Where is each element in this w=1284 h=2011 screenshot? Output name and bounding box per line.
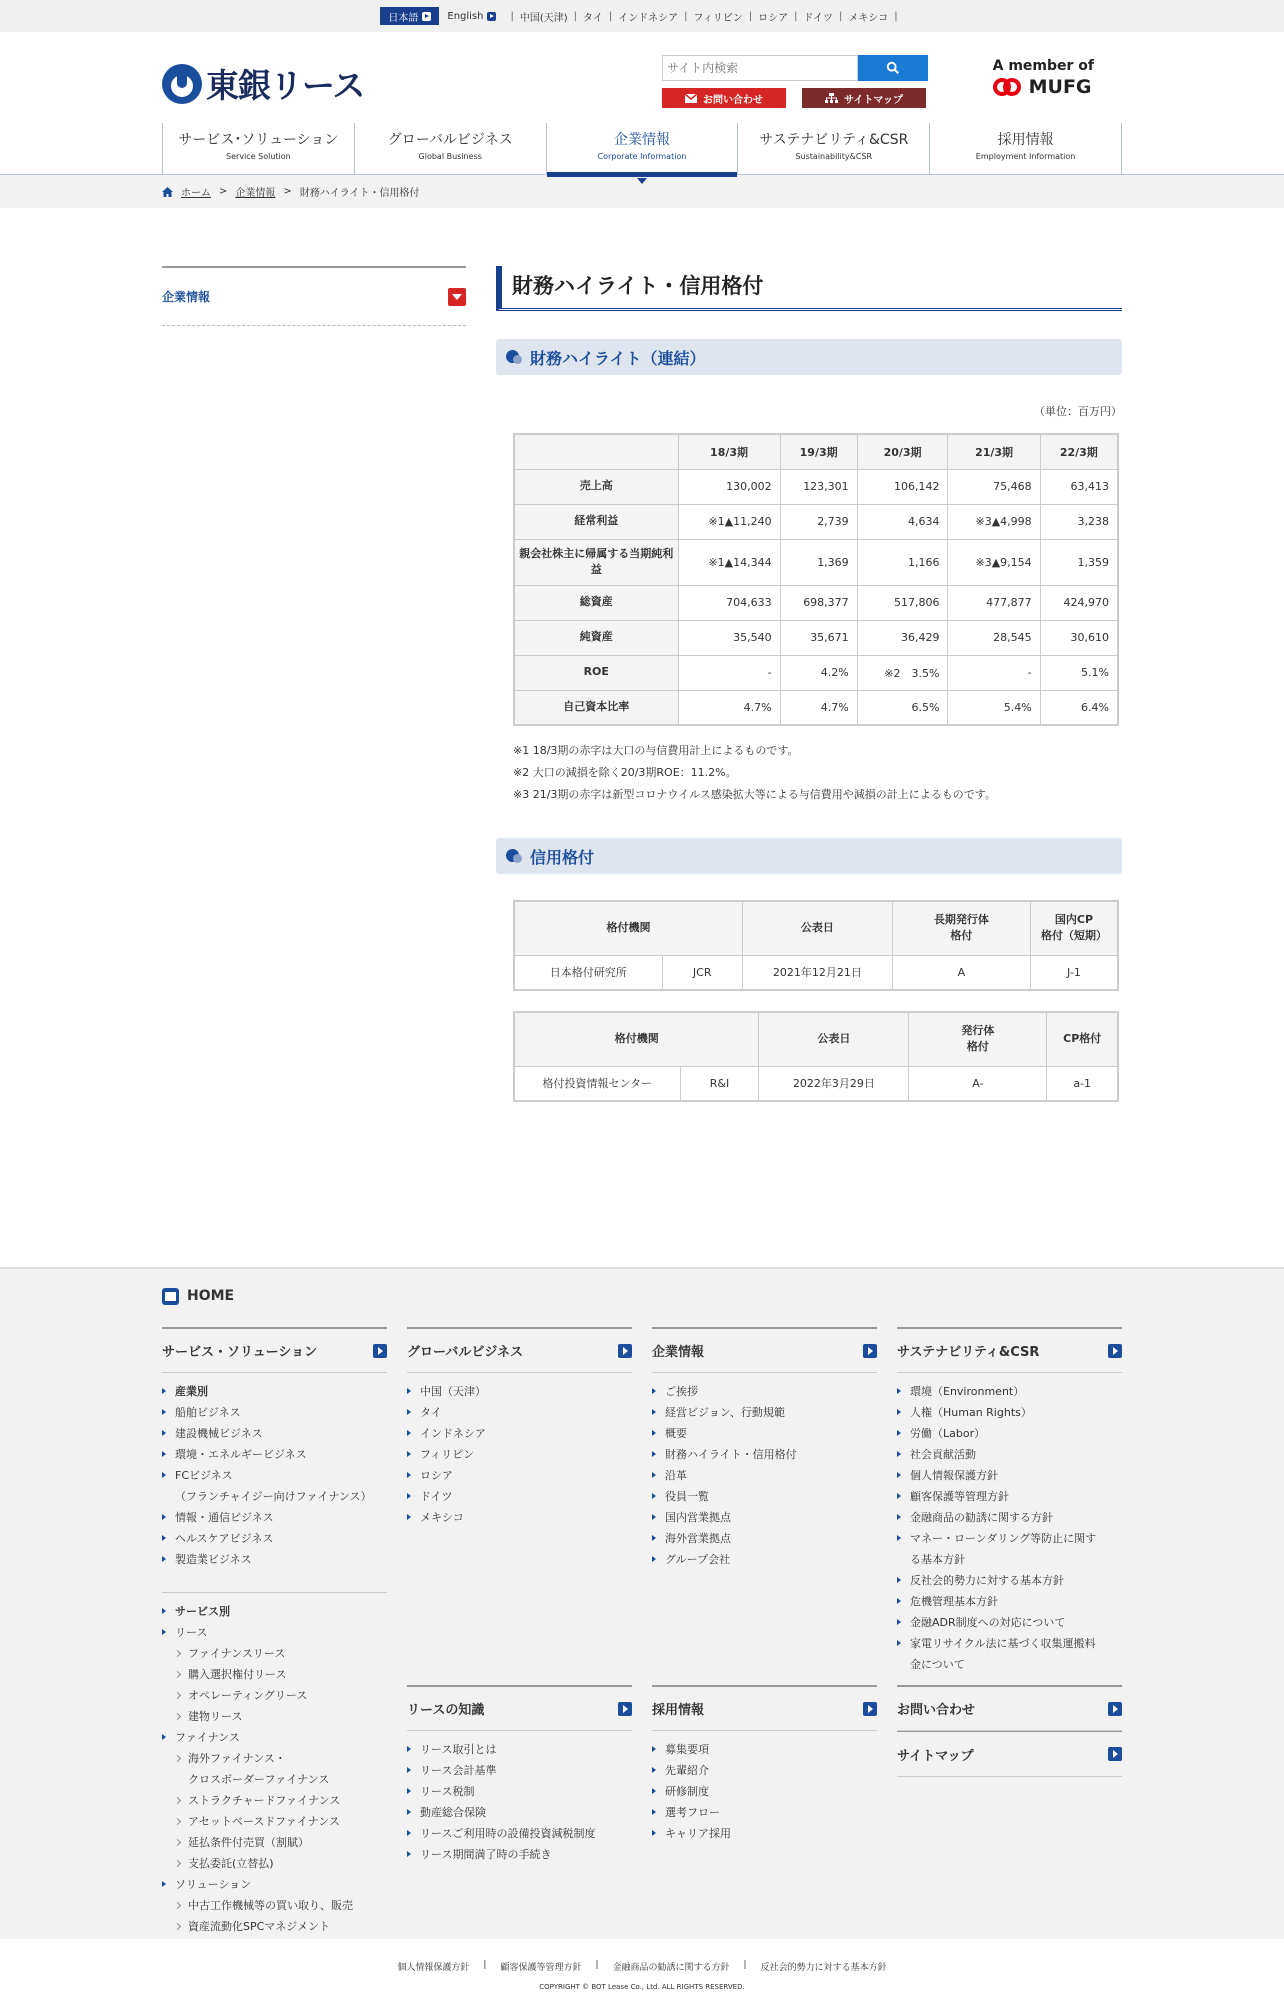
nav-label-en: Global Business <box>418 152 482 161</box>
nav-label-jp: サステナビリティ&CSR <box>759 132 909 148</box>
site-logo[interactable] <box>162 60 364 107</box>
footer-link[interactable]: リースご利用時の設備投資減税制度 <box>407 1823 632 1844</box>
footer-link[interactable]: ファイナンスリース <box>162 1643 387 1664</box>
table-header-row <box>514 1012 1118 1066</box>
footnote: ※1 18/3期の赤字は大口の与信費用計上によるものです。 <box>513 744 799 757</box>
breadcrumb-home-link[interactable]: ホーム <box>181 188 211 199</box>
table-cell: - <box>678 655 780 690</box>
footer-heading-label: サービス・ソリューション <box>162 1345 318 1360</box>
table-cell: 5.4% <box>948 690 1040 725</box>
column-header: 国内CP 格付（短期） <box>1030 901 1118 955</box>
arrow-right-icon <box>1108 1702 1122 1716</box>
footer-heading-label: リースの知識 <box>407 1703 485 1718</box>
table-corner-cell <box>514 434 678 469</box>
column-header: 長期発行体 格付 <box>892 901 1030 955</box>
footer-link-privacy[interactable]: 個人情報保護方針 <box>397 1962 470 1973</box>
footer-column-global <box>407 1327 632 1943</box>
site-search <box>662 55 928 81</box>
table-cell: 3,238 <box>1040 504 1118 539</box>
footer-heading-label: サイトマップ <box>897 1748 974 1764</box>
home-icon <box>162 187 173 197</box>
footer-home-link[interactable] <box>162 1286 1122 1306</box>
nav-label-en: Sustainability&CSR <box>795 152 873 161</box>
table-cell: 35,671 <box>780 620 857 655</box>
mufg-logo-icon <box>993 76 1023 98</box>
footer-link[interactable]: 建設機械ビジネス <box>162 1423 387 1444</box>
footer-link[interactable]: 顧客保護等管理方針 <box>897 1486 1122 1507</box>
unit-note: （単位：百万円） <box>1034 405 1122 418</box>
table-cell: 2022年3月29日 <box>759 1066 909 1101</box>
table-row <box>514 585 1118 620</box>
footer-link[interactable]: ロシア <box>407 1465 632 1486</box>
table-cell: 6.4% <box>1040 690 1118 725</box>
row-header: 売上高 <box>514 469 678 504</box>
nav-label-jp: サービス･ソリューション <box>178 132 339 148</box>
footer-link[interactable]: 危機管理基本方針 <box>897 1591 1122 1612</box>
arrow-right-icon <box>373 1344 387 1358</box>
rating-table-ri <box>513 1011 1119 1102</box>
section-heading-rating <box>496 838 1122 874</box>
row-header: 親会社株主に帰属する当期純利益 <box>514 539 678 585</box>
column-header: CP格付 <box>1047 1012 1118 1066</box>
table-cell: A- <box>909 1066 1047 1101</box>
arrow-right-icon <box>863 1702 877 1716</box>
table-row <box>514 504 1118 539</box>
column-header: 18/3期 <box>678 434 780 469</box>
footer-link[interactable]: フィリピン <box>407 1444 632 1465</box>
table-cell: 4.2% <box>780 655 857 690</box>
table-cell: 1,166 <box>857 539 948 585</box>
footer-link[interactable]: 概要 <box>652 1423 877 1444</box>
search-icon <box>886 61 900 75</box>
sidebar <box>162 266 466 1267</box>
footer-link[interactable]: リース会計基準 <box>407 1760 632 1781</box>
footer-link[interactable]: 建物リース <box>162 1706 387 1727</box>
footer-link[interactable]: リース税制 <box>407 1781 632 1802</box>
row-header: ROE <box>514 655 678 690</box>
table-cell: 704,633 <box>678 585 780 620</box>
section-heading-financial <box>496 339 1122 375</box>
footer-link[interactable]: リース期間満了時の手続き <box>407 1844 632 1865</box>
footer-link[interactable]: 国内営業拠点 <box>652 1507 877 1528</box>
footer-link[interactable]: 財務ハイライト・信用格付 <box>652 1444 877 1465</box>
nav-label-jp: 企業情報 <box>613 132 670 148</box>
footer-link[interactable]: リース取引とは <box>407 1739 632 1760</box>
footer-link[interactable]: クロスボーダーファイナンス <box>188 1773 330 1786</box>
bullet-icon <box>506 849 524 863</box>
search-input[interactable] <box>662 55 858 81</box>
site-header <box>0 32 1284 175</box>
table-cell: 格付投資情報センター <box>514 1066 680 1101</box>
table-cell: ※1▲14,344 <box>678 539 780 585</box>
footer-link[interactable]: 産業別 <box>162 1381 387 1402</box>
table-cell: 4.7% <box>780 690 857 725</box>
lang-japanese-label: 日本語 <box>388 12 419 24</box>
mufg-member-text: A member of <box>992 58 1094 74</box>
footer-column-service <box>162 1327 387 1943</box>
mufg-badge <box>993 58 1094 98</box>
footer-heading-service[interactable] <box>162 1327 387 1373</box>
table-cell: 35,540 <box>678 620 780 655</box>
footer-link[interactable]: 研修制度 <box>652 1781 877 1802</box>
column-header: 20/3期 <box>857 434 948 469</box>
table-cell: 130,002 <box>678 469 780 504</box>
country-link-china[interactable]: 中国(天津) <box>519 12 568 24</box>
footnote: ※3 21/3期の赤字は新型コロナウイルス感染拡大等による与信費用や減損の計上によるものです。 <box>513 788 996 801</box>
footer-link[interactable]: 金融ADR制度への対応について <box>897 1612 1122 1633</box>
row-header: 経常利益 <box>514 504 678 539</box>
footer-heading-recruit[interactable] <box>652 1685 877 1731</box>
table-cell: 75,468 <box>948 469 1040 504</box>
column-header: 公表日 <box>759 1012 909 1066</box>
table-cell: 36,429 <box>857 620 948 655</box>
mail-icon <box>685 94 697 103</box>
footer-nav <box>0 1267 1284 1939</box>
table-cell: R&I <box>680 1066 759 1101</box>
footer-column-sustainability <box>897 1327 1122 1943</box>
arrow-right-icon <box>618 1702 632 1716</box>
table-cell: J-1 <box>1030 955 1118 990</box>
bullet-icon <box>506 350 524 364</box>
footer-link[interactable]: 購入選択権付リース <box>162 1664 387 1685</box>
footer-link[interactable]: タイ <box>407 1402 632 1423</box>
table-cell: 4.7% <box>678 690 780 725</box>
footer-heading-label: お問い合わせ <box>897 1703 976 1718</box>
column-header: 19/3期 <box>780 434 857 469</box>
footer-link[interactable]: アセットベースドファイナンス <box>162 1811 387 1832</box>
table-cell: 2021年12月21日 <box>742 955 892 990</box>
sidebar-item-corporate[interactable] <box>162 266 466 326</box>
footer-link[interactable]: 情報・通信ビジネス <box>162 1507 387 1528</box>
contact-button[interactable] <box>662 88 786 108</box>
mufg-text: MUFG <box>1028 76 1092 98</box>
footer-link[interactable]: 中国（天津） <box>407 1381 632 1402</box>
footer-bottom: 個人情報保護方針 | 顧客保護等管理方針 | 金融商品の勧誘に関する方針 | 反社会的勢力に対する基本方針 COPYRIGHT © BOT Lease Co., Ltd. ALL RIGHTS RESERVED. <box>397 1959 887 1991</box>
section-heading-label: 財務ハイライト（連結） <box>530 348 706 368</box>
table-row <box>514 690 1118 725</box>
nav-item-sustainability[interactable] <box>737 123 929 175</box>
footer-link[interactable]: ヘルスケアビジネス <box>162 1528 387 1549</box>
lang-english-label: English <box>447 10 484 22</box>
column-header: 格付機関 <box>514 901 742 955</box>
footnote: ※2 大口の減損を除く20/3期ROE：11.2%。 <box>513 766 737 779</box>
divider <box>162 1592 387 1593</box>
table-cell: 477,877 <box>948 585 1040 620</box>
table-cell: 4,634 <box>857 504 948 539</box>
footer-link[interactable]: 環境・エネルギービジネス <box>162 1444 387 1465</box>
nav-label-jp: グローバルビジネス <box>387 132 513 148</box>
country-link-mexico[interactable]: メキシコ <box>848 12 889 24</box>
home-icon <box>162 1288 179 1305</box>
copyright: COPYRIGHT © BOT Lease Co., Ltd. ALL RIGHTS RESERVED. <box>539 1982 745 1991</box>
nav-label-en: Employment Information <box>975 152 1076 161</box>
table-cell: ※3▲9,154 <box>948 539 1040 585</box>
table-cell: A <box>892 955 1030 990</box>
table-cell: 28,545 <box>948 620 1040 655</box>
footer-heading-label: グローバルビジネス <box>407 1345 523 1360</box>
footer-link[interactable]: 経営ビジョン、行動規範 <box>652 1402 877 1423</box>
nav-label-en: Service Solution <box>226 152 291 161</box>
footer-heading-contact[interactable] <box>897 1685 1122 1731</box>
footer-link[interactable]: 支払委託(立替払) <box>162 1853 387 1874</box>
footer-heading-label: 採用情報 <box>652 1703 705 1718</box>
footer-heading-global[interactable] <box>407 1327 632 1373</box>
table-cell: 123,301 <box>780 469 857 504</box>
table-cell: a-1 <box>1047 1066 1118 1101</box>
footer-link[interactable]: 反社会的勢力に対する基本方針 <box>897 1570 1122 1591</box>
table-cell: ※3▲4,998 <box>948 504 1040 539</box>
footer-column-corporate <box>652 1327 877 1943</box>
table-cell: 1,369 <box>780 539 857 585</box>
footer-link[interactable]: グループ会社 <box>652 1549 877 1570</box>
footnotes <box>513 740 1122 806</box>
table-cell: 30,610 <box>1040 620 1118 655</box>
footer-link[interactable]: FCビジネス <box>162 1465 387 1486</box>
table-row <box>514 620 1118 655</box>
footer-link[interactable]: 製造業ビジネス <box>162 1549 387 1570</box>
country-link-thailand[interactable]: タイ <box>583 12 603 24</box>
footer-link[interactable]: 動産総合保険 <box>407 1802 632 1823</box>
lang-japanese-button[interactable] <box>380 7 439 25</box>
nav-item-service[interactable] <box>162 123 354 175</box>
table-cell: JCR <box>662 955 742 990</box>
chevron-down-icon[interactable] <box>448 288 466 306</box>
footer-link[interactable]: 募集要項 <box>652 1739 877 1760</box>
table-row <box>514 955 1118 990</box>
nav-label-jp: 採用情報 <box>997 132 1054 148</box>
country-link-russia[interactable]: ロシア <box>758 12 789 24</box>
page-title: 財務ハイライト・信用格付 <box>496 266 1122 311</box>
arrow-right-icon <box>618 1344 632 1358</box>
footer-link[interactable]: 海外ファイナンス・ <box>162 1748 387 1769</box>
breadcrumb-section-link[interactable]: 企業情報 <box>235 188 276 199</box>
footer-heading-lease-knowledge[interactable] <box>407 1685 632 1731</box>
footer-home-label: HOME <box>187 1288 235 1304</box>
table-cell: 698,377 <box>780 585 857 620</box>
table-cell: 63,413 <box>1040 469 1118 504</box>
country-link-germany[interactable]: ドイツ <box>803 12 833 24</box>
arrow-right-icon <box>1108 1344 1122 1358</box>
footer-link[interactable]: （フランチャイジー向けファイナンス） <box>175 1490 372 1503</box>
footer-link[interactable]: 役員一覧 <box>652 1486 877 1507</box>
table-cell: 106,142 <box>857 469 948 504</box>
sitemap-icon <box>825 93 838 103</box>
table-cell: 1,359 <box>1040 539 1118 585</box>
sitemap-label: サイトマップ <box>844 94 903 106</box>
table-row <box>514 655 1118 690</box>
footer-link[interactable]: 社会貢献活動 <box>897 1444 1122 1465</box>
footer-link[interactable]: 金融商品の勧誘に関する方針 <box>897 1507 1122 1528</box>
column-header: 22/3期 <box>1040 434 1118 469</box>
footer-link[interactable]: 人権（Human Rights） <box>897 1402 1122 1423</box>
financial-table <box>513 433 1119 726</box>
column-header: 格付機関 <box>514 1012 759 1066</box>
column-header: 発行体 格付 <box>909 1012 1047 1066</box>
footer-link[interactable]: サービス別 <box>162 1601 387 1622</box>
footer-link[interactable]: ソリューション <box>162 1874 387 1895</box>
footer-link[interactable]: 労働（Labor） <box>897 1423 1122 1444</box>
footer-link[interactable]: 沿革 <box>652 1465 877 1486</box>
footer-link[interactable]: 個人情報保護方針 <box>897 1465 1122 1486</box>
logo-mark-icon <box>162 64 202 104</box>
breadcrumb-current: 財務ハイライト・信用格付 <box>299 188 420 199</box>
footer-link[interactable]: リース <box>162 1622 387 1643</box>
footer-heading-label: サステナビリティ&CSR <box>897 1345 1040 1360</box>
separator: | <box>510 10 514 22</box>
sidebar-item-label: 企業情報 <box>162 290 211 304</box>
lang-english-button[interactable] <box>439 7 504 25</box>
arrow-right-icon <box>422 12 431 21</box>
search-button[interactable] <box>858 55 928 81</box>
footer-link[interactable]: マネー・ローンダリング等防止に関す <box>897 1528 1122 1549</box>
section-heading-label: 信用格付 <box>530 847 595 867</box>
row-header: 総資産 <box>514 585 678 620</box>
nav-label-en: Corporate Information <box>597 152 687 161</box>
footer-heading-label: 企業情報 <box>652 1345 705 1360</box>
table-cell: ※1▲11,240 <box>678 504 780 539</box>
footer-link[interactable]: 選考フロー <box>652 1802 877 1823</box>
footer-link-customer-protection[interactable]: 顧客保護等管理方針 <box>500 1962 582 1973</box>
table-cell: ※2 3.5% <box>857 655 948 690</box>
breadcrumb-separator: > <box>283 186 292 197</box>
table-header-row <box>514 434 1118 469</box>
sitemap-button[interactable] <box>802 88 926 108</box>
table-row <box>514 1066 1118 1101</box>
nav-item-global[interactable] <box>354 123 546 175</box>
footer-link[interactable]: ストラクチャードファイナンス <box>162 1790 387 1811</box>
arrow-right-icon <box>1108 1747 1122 1761</box>
footer-link[interactable]: キャリア採用 <box>652 1823 877 1844</box>
footer-link[interactable]: インドネシア <box>407 1423 632 1444</box>
rating-table-jcr <box>513 900 1119 991</box>
footer-link-solicitation-policy[interactable]: 金融商品の勧誘に関する方針 <box>612 1962 730 1973</box>
global-nav <box>162 123 1122 175</box>
nav-item-recruit[interactable] <box>929 123 1122 175</box>
footer-link[interactable]: 海外営業拠点 <box>652 1528 877 1549</box>
row-header: 純資産 <box>514 620 678 655</box>
footer-link[interactable]: 延払条件付売買（割賦） <box>162 1832 387 1853</box>
table-cell: 424,970 <box>1040 585 1118 620</box>
footer-link[interactable]: メキシコ <box>407 1507 632 1528</box>
footer-heading-sitemap[interactable] <box>897 1731 1122 1777</box>
table-row <box>514 469 1118 504</box>
footer-link[interactable]: 金について <box>910 1658 965 1671</box>
footer-link[interactable]: ドイツ <box>407 1486 632 1507</box>
breadcrumb <box>0 175 1284 208</box>
footer-link[interactable]: オペレーティングリース <box>162 1685 387 1706</box>
table-cell: 6.5% <box>857 690 948 725</box>
table-cell: 2,739 <box>780 504 857 539</box>
contact-label: お問い合わせ <box>703 94 763 106</box>
table-row <box>514 539 1118 585</box>
country-link-philippines[interactable]: フィリピン <box>693 12 743 24</box>
table-header-row <box>514 901 1118 955</box>
column-header: 21/3期 <box>948 434 1040 469</box>
footer-link[interactable]: 船舶ビジネス <box>162 1402 387 1423</box>
footer-link[interactable]: ご挨拶 <box>652 1381 877 1402</box>
table-cell: 5.1% <box>1040 655 1118 690</box>
arrow-right-icon <box>863 1344 877 1358</box>
footer-link[interactable]: 家電リサイクル法に基づく収集運搬料 <box>897 1633 1122 1654</box>
table-cell: - <box>948 655 1040 690</box>
footer-link[interactable]: 先輩紹介 <box>652 1760 877 1781</box>
footer-link[interactable]: る基本方針 <box>910 1553 965 1566</box>
footer-link[interactable]: ファイナンス <box>162 1727 387 1748</box>
nav-item-corporate[interactable] <box>546 123 738 175</box>
breadcrumb-separator: > <box>219 186 228 197</box>
row-header: 自己資本比率 <box>514 690 678 725</box>
table-cell: 日本格付研究所 <box>514 955 662 990</box>
footer-link[interactable]: 環境（Environment） <box>897 1381 1122 1402</box>
language-bar: 日本語 English | 中国(天津) | タイ | インドネシア | フィリピン | ロシア | ドイツ | メキシコ | <box>0 0 1284 32</box>
footer-heading-corporate[interactable] <box>652 1327 877 1373</box>
footer-link[interactable]: 中古工作機械等の買い取り、販売 <box>162 1895 387 1916</box>
main-content <box>496 266 1122 1267</box>
country-link-indonesia[interactable]: インドネシア <box>618 12 679 24</box>
table-cell: 517,806 <box>857 585 948 620</box>
footer-heading-sustainability[interactable] <box>897 1327 1122 1373</box>
column-header: 公表日 <box>742 901 892 955</box>
logo-text: 東銀リース <box>206 66 365 105</box>
footer-link[interactable]: 資産流動化SPCマネジメント <box>162 1916 387 1937</box>
footer-link-antisocial-policy[interactable]: 反社会的勢力に対する基本方針 <box>760 1962 887 1973</box>
arrow-right-icon <box>487 12 496 21</box>
